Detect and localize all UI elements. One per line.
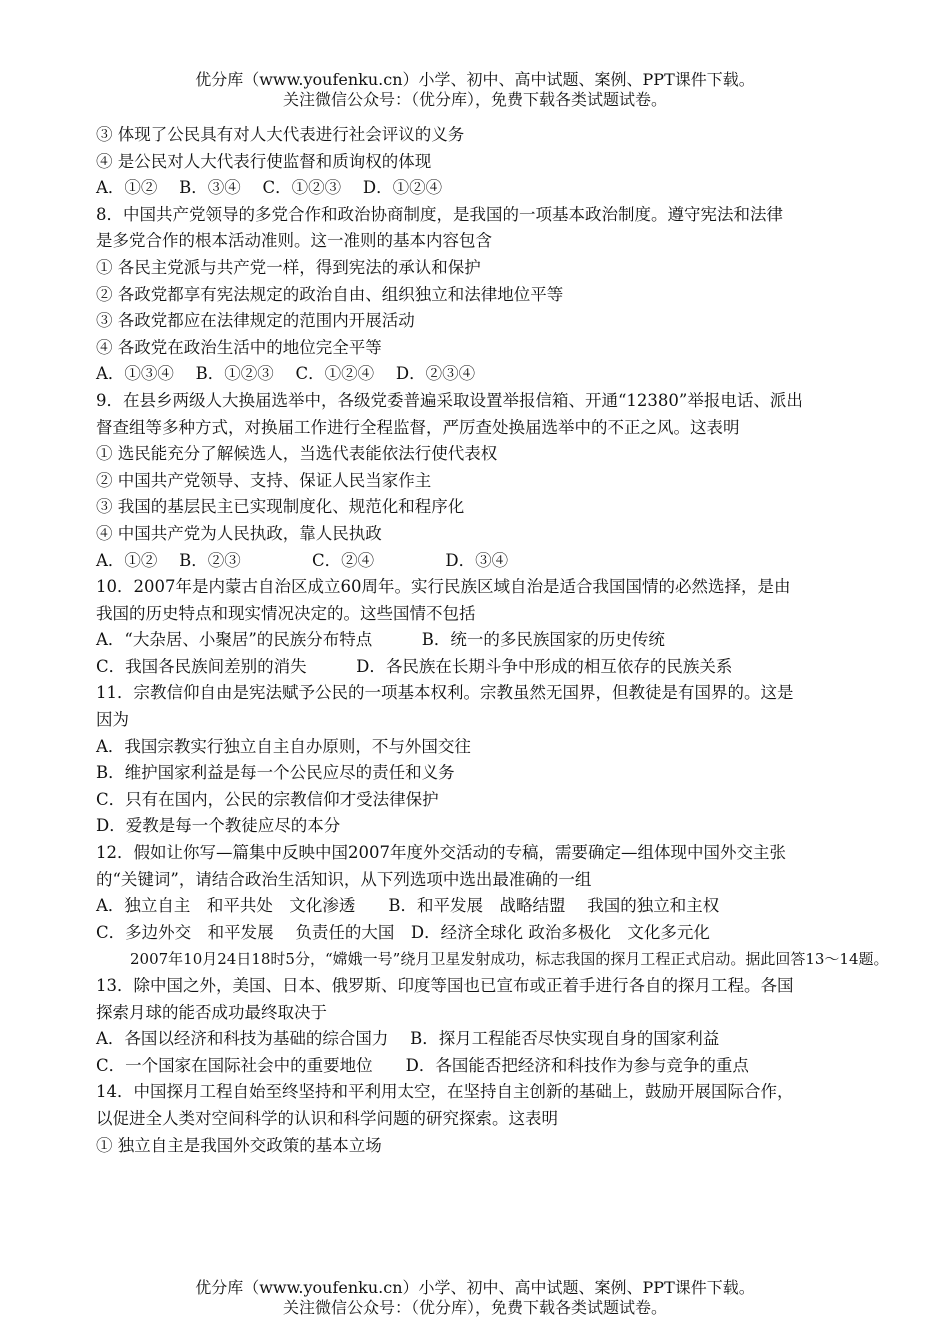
text-line: 是多党合作的根本活动准则。这一准则的基本内容包含: [96, 231, 492, 251]
header-line-1: 优分库（www.youfenku.cn）小学、初中、高中试题、案例、PPT课件下载。: [195, 70, 755, 89]
answer-options: A．“大杂居、小聚居”的民族分布特点 B．统一的多民族国家的历史传统: [96, 630, 665, 650]
question-11: 11．宗教信仰自由是宪法赋予公民的一项基本权利。宗教虽然无国界，但教徒是有国界的。这是: [96, 683, 794, 703]
question-14: 14．中国探月工程自始至终坚持和平利用太空，在坚持自主创新的基础上，鼓励开展国际合作，: [96, 1082, 794, 1102]
text-line: 我国的历史特点和现实情况决定的。这些国情不包括: [96, 603, 476, 623]
answer-options: A．①② B．②③ C．②④ D．③④: [96, 550, 509, 570]
answer-options: A．①③④ B．①②③ C．①②④ D．②③④: [96, 364, 476, 384]
document-body: [96, 122, 889, 1159]
answer-options: C．多边外交 和平发展 负责任的大国 D．经济全球化 政治多极化 文化多元化: [96, 922, 710, 942]
answer-options: A．独立自主 和平共处 文化渗透 B．和平发展 战略结盟 我国的独立和主权: [96, 896, 720, 916]
footer-line-1: 优分库（www.youfenku.cn）小学、初中、高中试题、案例、PPT课件下载。: [195, 1278, 755, 1297]
question-13: 13．除中国之外，美国、日本、俄罗斯、印度等国也已宣布或正着手进行各自的探月工程。各国: [96, 976, 794, 995]
answer-options: C．一个国家在国际社会中的重要地位 D．各国能否把经济和科技作为参与竞争的重点: [96, 1055, 749, 1075]
text-line: ① 选民能充分了解候选人，当选代表能依法行使代表权: [96, 444, 498, 464]
text-line: 探索月球的能否成功最终取决于: [96, 1002, 327, 1022]
answer-option: A．我国宗教实行独立自主自办原则，不与外国交往: [96, 736, 471, 756]
answer-option: B．维护国家利益是每一个公民应尽的责任和义务: [96, 763, 455, 783]
text-line: ④ 是公民对人大代表行使监督和质询权的体现: [96, 151, 432, 171]
answer-option: D．爱教是每一个教徒应尽的本分: [96, 816, 341, 836]
page-footer: [0, 1278, 950, 1318]
page-header: [0, 70, 950, 110]
question-12: 12．假如让你写—篇集中反映中国2007年度外交活动的专稿，需要确定—组体现中国外交主张: [96, 843, 786, 863]
text-line: 因为: [96, 710, 129, 730]
text-line: ③ 各政党都应在法律规定的范围内开展活动: [96, 311, 415, 331]
text-line: 督查组等多种方式，对换届工作进行全程监督，严厉查处换届选举中的不正之风。这表明: [96, 417, 740, 437]
question-10: 10．2007年是内蒙古自治区成立60周年。实行民族区域自治是适合我国国情的必然选择，是由: [96, 577, 791, 597]
footer-line-2: 关注微信公众号：（优分库），免费下载各类试题试卷。: [282, 1298, 667, 1317]
text-line: 的“关键词”，请结合政治生活知识，从下列选项中选出最准确的一组: [96, 869, 592, 889]
header-line-2: 关注微信公众号：（优分库），免费下载各类试题试卷。: [282, 90, 667, 109]
text-line: ③ 我国的基层民主已实现制度化、规范化和程序化: [96, 497, 465, 517]
answer-options: A．各国以经济和科技为基础的综合国力 B．探月工程能否尽快实现自身的国家利益: [96, 1029, 720, 1049]
context-paragraph: 2007年10月24日18时5分，“嫦娥一号”绕月卫星发射成功，标志我国的探月工程正式启动。据此回答13～14题。: [130, 950, 889, 969]
text-line: ① 独立自主是我国外交政策的基本立场: [96, 1135, 382, 1155]
text-line: ② 中国共产党领导、支持、保证人民当家作主: [96, 470, 432, 490]
answer-option: C．只有在国内，公民的宗教信仰才受法律保护: [96, 789, 439, 809]
text-line: ④ 中国共产党为人民执政，靠人民执政: [96, 523, 382, 543]
text-line: 以促进全人类对空间科学的认识和科学问题的研究探索。这表明: [96, 1108, 558, 1128]
question-9: 9．在县乡两级人大换届选举中，各级党委普遍采取设置举报信箱、开通“12380”举报电话、派出: [96, 390, 803, 410]
text-line: ② 各政党都享有宪法规定的政治自由、组织独立和法律地位平等: [96, 284, 564, 304]
answer-options: A．①② B．③④ C．①②③ D．①②④: [96, 178, 443, 198]
question-8: 8．中国共产党领导的多党合作和政治协商制度，是我国的一项基本政治制度。遵守宪法和法律: [96, 204, 783, 224]
text-line: ④ 各政党在政治生活中的地位完全平等: [96, 337, 382, 357]
answer-options: C．我国各民族间差别的消失 D．各民族在长期斗争中形成的相互依存的民族关系: [96, 656, 733, 676]
text-line: ① 各民主党派与共产党一样，得到宪法的承认和保护: [96, 257, 481, 277]
text-line: ③ 体现了公民具有对人大代表进行社会评议的义务: [96, 125, 465, 144]
